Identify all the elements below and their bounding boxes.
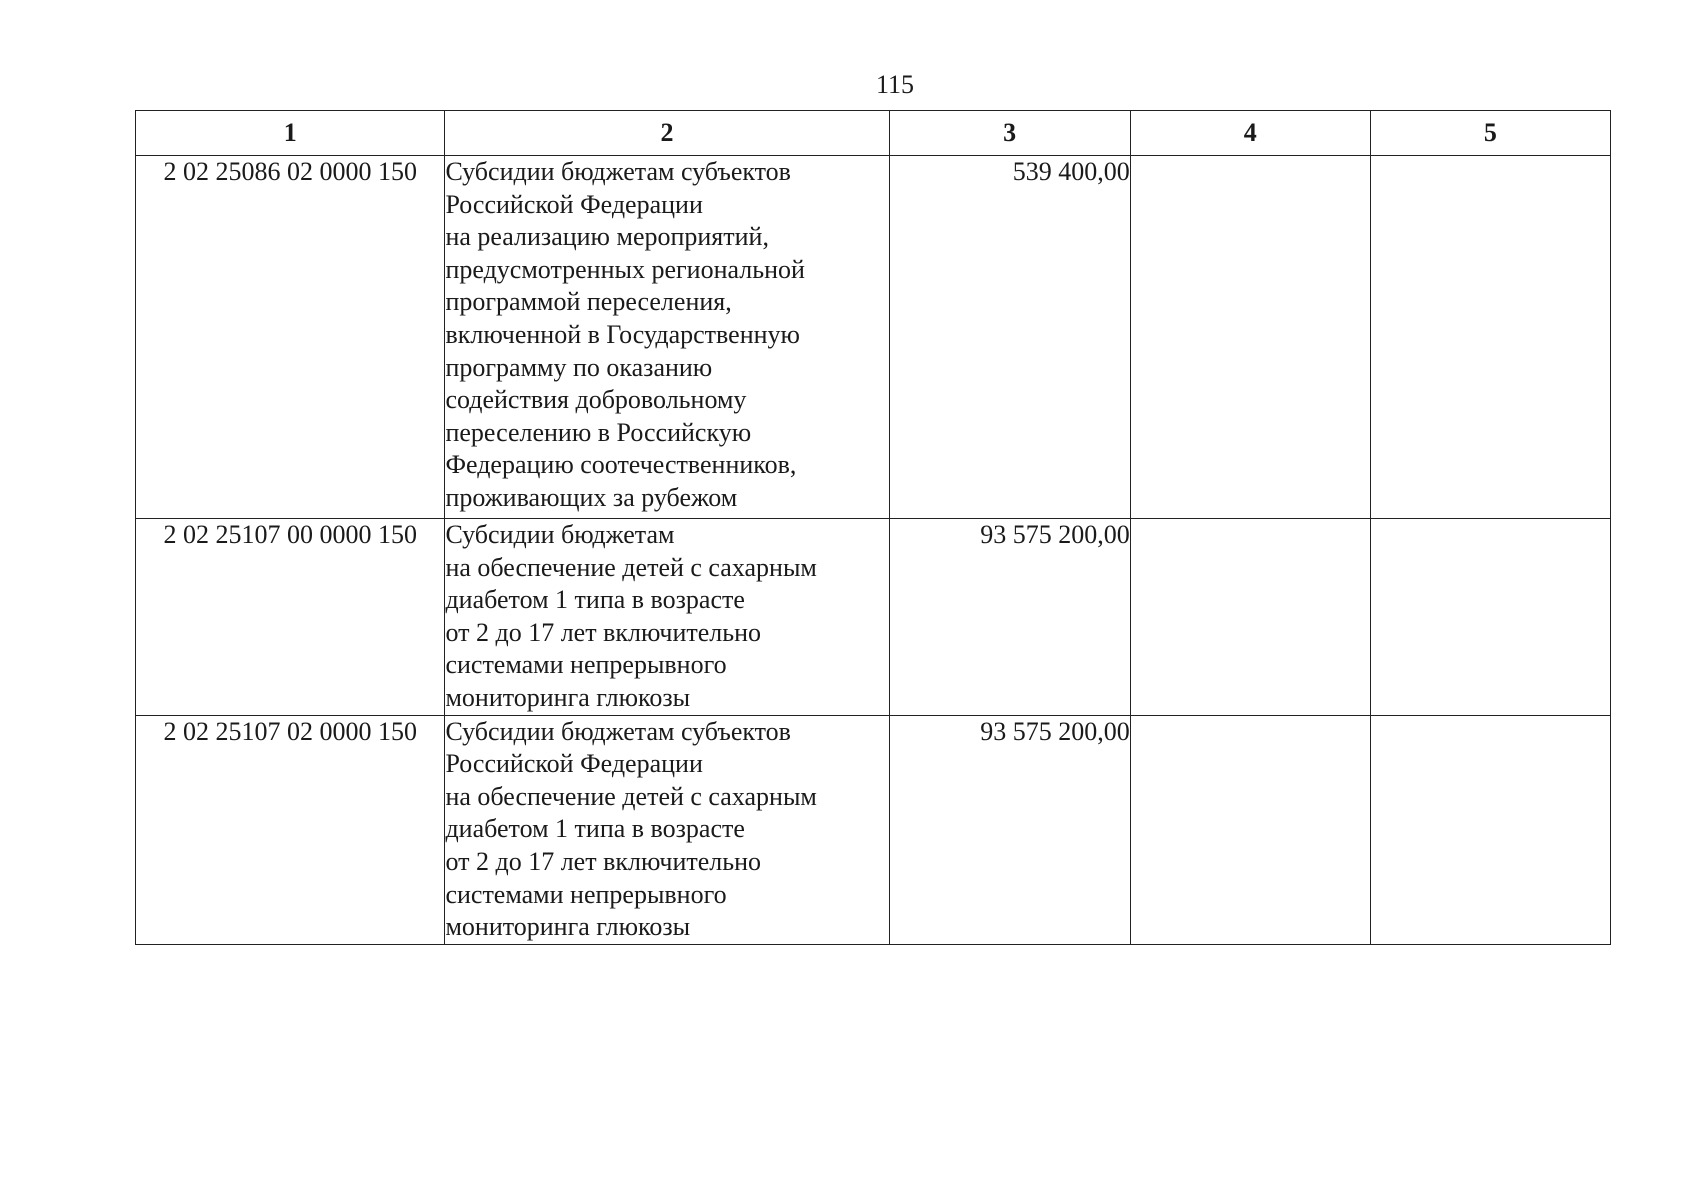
description-line: программу по оказанию — [445, 352, 713, 382]
description-line: Федерацию соотечественников, — [445, 450, 797, 480]
description-line: на обеспечение детей с сахарным — [445, 781, 817, 811]
column-4-cell — [1130, 156, 1370, 519]
description-line: Российской Федерации — [445, 189, 703, 219]
description-cell — [445, 156, 889, 519]
column-header-2: 2 — [445, 111, 889, 156]
description-line: Российской Федерации — [445, 749, 703, 779]
column-header-4: 4 — [1130, 111, 1370, 156]
description-line: программой переселения, — [445, 287, 732, 317]
description-line: включенной в Государственную — [445, 319, 800, 349]
description-line: Субсидии бюджетам — [445, 520, 675, 549]
description-line: от 2 до 17 лет включительно — [445, 617, 762, 647]
budget-table — [135, 110, 1611, 945]
column-header-5: 5 — [1370, 111, 1610, 156]
column-5-cell — [1370, 519, 1610, 716]
description-line: системами непрерывного — [445, 879, 727, 909]
column-4-cell — [1130, 519, 1370, 716]
description-line: мониторинга глюкозы — [445, 912, 691, 942]
column-header-1: 1 — [136, 111, 445, 156]
description-cell — [445, 519, 889, 716]
description-line: диабетом 1 типа в возрасте — [445, 814, 745, 844]
page-number: 115 — [875, 70, 915, 99]
column-4-cell — [1130, 715, 1370, 944]
description-line: предусмотренных региональной — [445, 254, 805, 284]
description-line: на обеспечение детей с сахарным — [445, 552, 817, 582]
column-header-3: 3 — [889, 111, 1130, 156]
description-line: системами непрерывного — [445, 650, 727, 680]
description-line: переселению в Российскую — [445, 417, 752, 447]
description-line: содействия добровольному — [445, 385, 747, 415]
description-line: от 2 до 17 лет включительно — [445, 846, 762, 876]
amount-cell: 93 575 200,00 — [889, 715, 1130, 944]
table-row — [136, 519, 1611, 716]
description-line: Субсидии бюджетам субъектов — [445, 716, 791, 746]
column-5-cell — [1370, 156, 1610, 519]
table-row — [136, 715, 1611, 944]
amount-cell: 539 400,00 — [889, 156, 1130, 519]
table-row — [136, 156, 1611, 519]
description-line: мониторинга глюкозы — [445, 682, 691, 712]
description-cell — [445, 715, 889, 944]
amount-cell: 93 575 200,00 — [889, 519, 1130, 716]
budget-code-cell: 2 02 25086 02 0000 150 — [136, 156, 445, 519]
budget-code-cell: 2 02 25107 00 0000 150 — [136, 519, 445, 716]
column-5-cell — [1370, 715, 1610, 944]
table-header-row — [136, 111, 1611, 156]
description-line: проживающих за рубежом — [445, 482, 738, 512]
description-line: диабетом 1 типа в возрасте — [445, 585, 745, 615]
budget-code-cell: 2 02 25107 02 0000 150 — [136, 715, 445, 944]
description-line: Субсидии бюджетам субъектов — [445, 157, 791, 186]
description-line: на реализацию мероприятий, — [445, 222, 769, 252]
